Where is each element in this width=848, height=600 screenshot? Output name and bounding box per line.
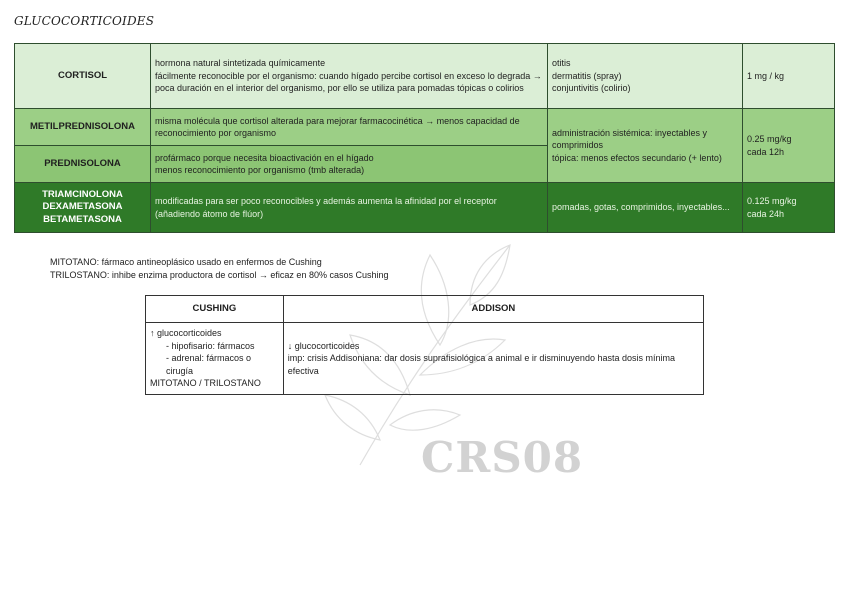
page-title: GLUCOCORTICOIDES [14,14,155,28]
drug-name-cell [15,109,151,146]
note-mitotano: MITOTANO: fármaco antineoplásico usado en enfermos de Cushing [50,257,322,267]
description-cell [151,146,548,183]
description-line: hormona natural sintetizada químicamente [155,58,326,69]
dose-cell [743,183,835,233]
table-row [146,323,704,395]
cushing-addison-table [145,295,704,395]
description-line: profármaco porque necesita bioactivación en el hígado [155,152,374,163]
header-cushing: CUSHING [146,296,284,323]
dose-line: 0.125 mg/kg [747,196,797,206]
cushing-footer: MITOTANO / TRILOSTANO [150,378,261,388]
notes-block [50,256,389,282]
dose-line: 0.25 mg/kg [747,134,792,144]
dose-line: cada 12h [747,146,785,157]
use-cell [548,109,743,183]
addison-main: ↓ glucocorticoides [287,340,360,351]
drug-name-cell [15,146,151,183]
description-cell [151,183,548,233]
drug-name: PREDNISOLONA [44,157,121,169]
table-header-row [146,296,704,323]
use-line: otitis [552,58,571,69]
cushing-cell [146,323,284,395]
drug-name: CORTISOL [57,69,108,81]
use-line: administración sistémica: inyectables y comprimidos [552,127,708,151]
header-addison: ADDISON [283,296,703,323]
table-row [15,44,835,109]
table-row [15,183,835,233]
cushing-sub-item: - adrenal: fármacos o cirugía [166,353,252,376]
use-line: tópica: menos efectos secundario (+ lento) [552,152,722,163]
description-line: modificadas para ser poco reconocibles y además aumenta la afinidad por el receptor (añadiendo átomo de flúor) [155,196,497,219]
use-cell [548,183,743,233]
description-line: fácilmente reconocible por el organismo: cuando hígado percibe cortisol en exceso lo degrada → poca duración en el interior del organismo, por ello se utiliza para pomadas tópicas o colirios [155,70,542,94]
cushing-main: ↑ glucocorticoides [150,328,222,338]
description-cell [151,109,548,146]
drug-name: METILPREDNISOLONA [29,120,136,132]
use-line: dermatitis (spray) [552,70,622,81]
drug-name: DEXAMETASONA [42,201,123,213]
drug-name-cell [15,183,151,233]
description-line: menos reconocimiento por organismo (tmb alterada) [155,165,365,175]
dose-line: cada 24h [747,208,785,219]
dose-line: 1 mg / kg [747,70,785,81]
dose-cell [743,109,835,183]
drug-name: BETAMETASONA [43,213,122,225]
watermark-text: CRS08 [421,433,584,482]
description-cell [151,44,548,109]
dose-cell [743,44,835,109]
glucocorticoid-table [14,43,835,233]
description-line: misma molécula que cortisol alterada para mejorar farmacocinética → menos capacidad de reconocimiento por organismo [155,115,520,138]
addison-detail: imp: crisis Addisoniana: dar dosis suprafisiológica a animal e ir disminuyendo hasta dosis mínima efectiva [287,353,675,376]
drug-name: TRIAMCINOLONA [42,188,123,200]
addison-cell [283,323,703,395]
table-row [15,109,835,146]
use-line: pomadas, gotas, comprimidos, inyectables... [552,202,730,213]
cushing-sub-item: - hipofisario: fármacos [166,340,255,351]
note-trilostano: TRILOSTANO: inhibe enzima productora de cortisol → eficaz en 80% casos Cushing [50,270,389,280]
drug-name-cell [15,44,151,109]
use-cell [548,44,743,109]
use-line: conjuntivitis (colirio) [552,83,631,94]
